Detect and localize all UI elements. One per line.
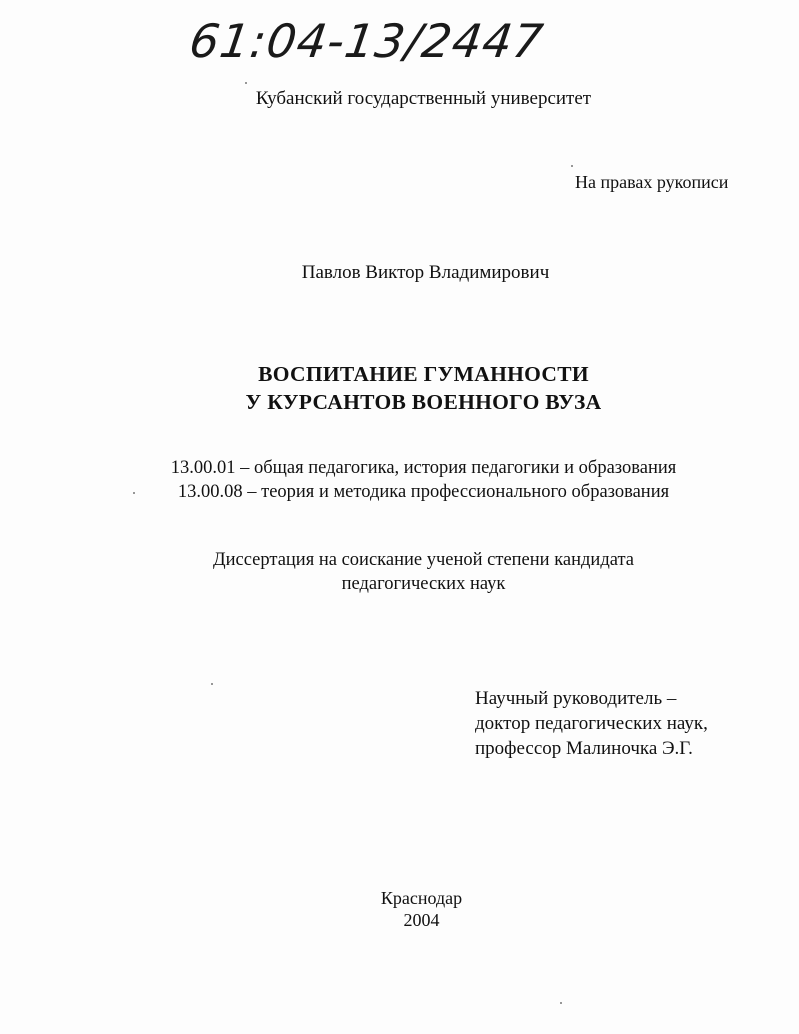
specialty-line-1: 13.00.01 – общая педагогика, история педагогики и образования xyxy=(170,458,677,478)
title-line-1: ВОСПИТАНИЕ ГУМАННОСТИ xyxy=(258,362,589,386)
title-line-2: У КУРСАНТОВ ВОЕННОГО ВУЗА xyxy=(245,390,602,414)
university-name: Кубанский государственный университет xyxy=(255,88,592,109)
dissertation-line-1: Диссертация на соискание ученой степени кандидата xyxy=(213,550,634,570)
supervisor-block xyxy=(475,686,708,761)
scan-speck xyxy=(133,492,135,494)
city: Краснодар xyxy=(380,888,463,908)
year: 2004 xyxy=(403,910,440,930)
dissertation-line-2: педагогических наук xyxy=(341,574,506,594)
supervisor-line-1: Научный руководитель – xyxy=(475,688,677,709)
supervisor-line-2: доктор педагогических наук, xyxy=(475,713,708,734)
supervisor-line-3: профессор Малиночка Э.Г. xyxy=(475,738,693,759)
specialty-line-2: 13.00.08 – теория и методика профессионального образования xyxy=(177,482,670,502)
scan-speck xyxy=(245,82,247,84)
scan-speck xyxy=(571,165,573,167)
handwritten-archive-number: 61:04-13/2447 xyxy=(186,14,548,68)
scan-speck xyxy=(211,683,213,685)
scan-speck xyxy=(560,1002,562,1004)
manuscript-rights-note: На правах рукописи xyxy=(575,172,729,192)
author-name: Павлов Виктор Владимирович xyxy=(301,262,550,283)
